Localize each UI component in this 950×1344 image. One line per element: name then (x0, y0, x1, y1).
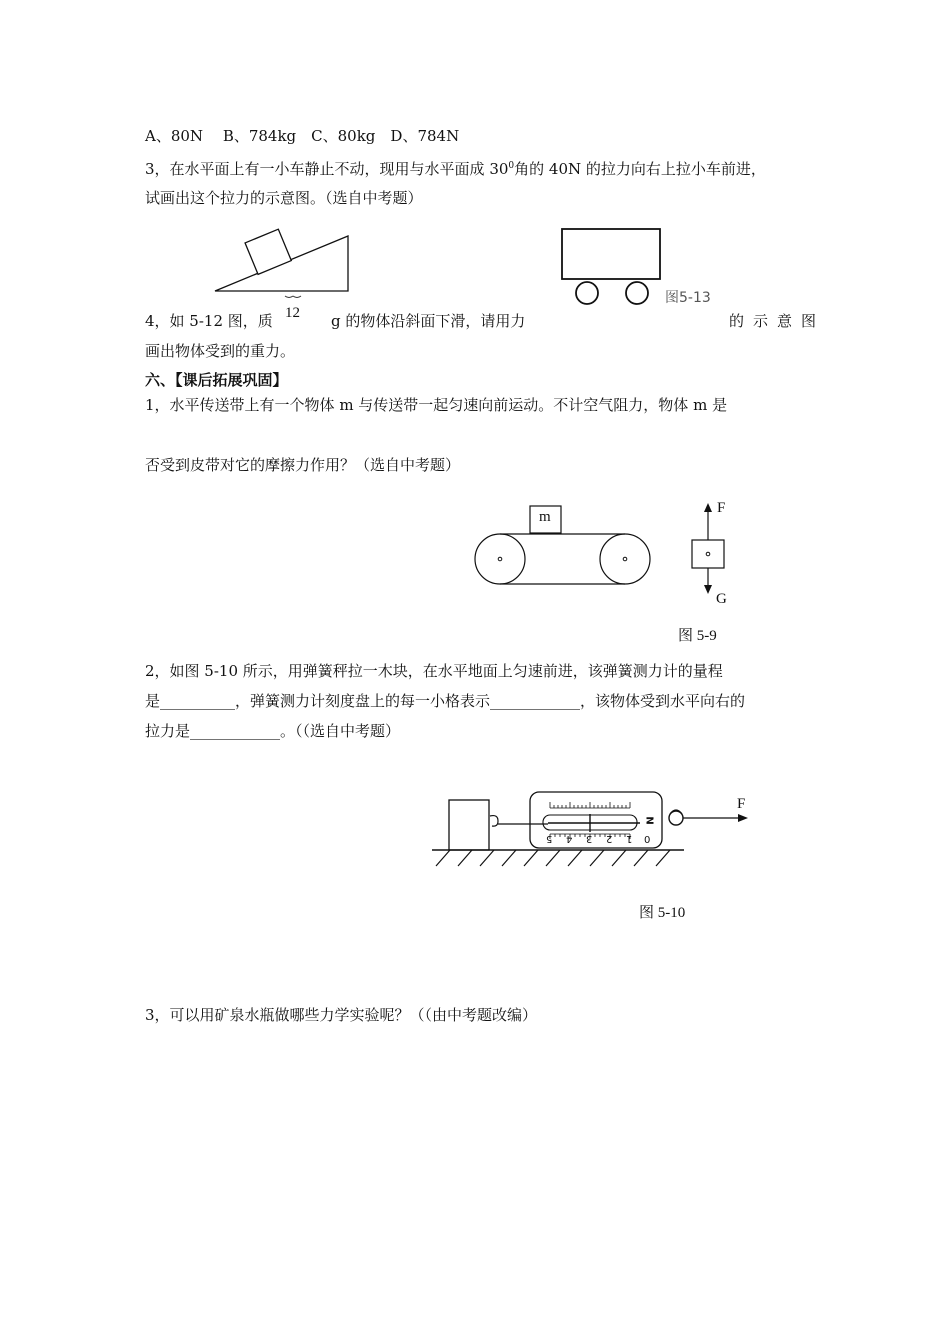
wooden-block (449, 800, 489, 850)
question-3-line-2: 试画出这个拉力的示意图。（选自中考题） (145, 189, 423, 207)
cart-wheel-right (626, 282, 648, 304)
q4-text-part2: g 的物体沿斜面下滑，请用力 (331, 312, 526, 330)
ground-hatching (436, 850, 670, 866)
scale-number-2: 2 (606, 833, 613, 844)
problem-2-line-1: 2，如图 5-10 所示，用弹簧秤拉一木块，在水平地面上匀速前进，该弹簧测力计的量程 (145, 662, 723, 680)
free-body-center (706, 552, 710, 556)
q4-text-part1: 4，如 5-12 图，质 (145, 312, 273, 330)
pulley-left (475, 534, 525, 584)
q4-mass-overlay: 12 (285, 305, 300, 321)
scale-unit-label: N (643, 816, 655, 825)
conveyor-figure (470, 502, 660, 592)
figure-5-9-caption: 图 5-9 (678, 628, 717, 644)
cart-wheel-left (576, 282, 598, 304)
incline-block (245, 229, 291, 274)
pull-force-label: F (737, 796, 746, 812)
scale-number-0: 0 (644, 833, 651, 844)
force-f-arrowhead (704, 503, 712, 512)
problem-2-line-2: 是__________，弹簧测力计刻度盘上的每一小格表示____________，该物体受到水平向右的 (145, 692, 746, 710)
force-g-label: G (716, 591, 727, 607)
incline-figure (213, 228, 353, 298)
question-options: A、80N B、784kg C、80kg D、784N (145, 127, 460, 145)
scale-ring-hook (670, 810, 682, 814)
pulley-left-axle (498, 557, 502, 561)
question-4-line-2: 画出物体受到的重力。 (145, 342, 296, 360)
scale-number-3: 3 (586, 833, 593, 844)
section-6-heading: 六、【课后拓展巩固】 (145, 371, 288, 389)
question-4-line-1 (145, 311, 273, 331)
incline-clipped-mark (285, 296, 301, 298)
scale-number-4: 4 (566, 833, 573, 844)
block-hook (490, 816, 498, 827)
problem-1-line-1: 1，水平传送带上有一个物体 m 与传送带一起匀速向前运动。不计空气阻力，物体 m 是 (145, 396, 728, 414)
problem-1-line-2: 否受到皮带对它的摩擦力作用？（选自中考题） (145, 456, 461, 474)
scale-top-ticks (550, 802, 630, 808)
figure-5-10-caption: 图 5-10 (639, 905, 686, 921)
free-body-block (692, 540, 724, 568)
spring-scale-figure (430, 786, 760, 876)
cart-body (562, 229, 660, 279)
degree-superscript: 0 (508, 161, 515, 171)
force-g-arrowhead (704, 585, 712, 594)
force-f-label: F (717, 500, 726, 516)
scale-number-1: 1 (626, 833, 633, 844)
problem-2-line-3: 拉力是____________。（（选自中考题） (145, 722, 401, 740)
cart-figure (560, 227, 672, 307)
block-m-label: m (539, 509, 551, 525)
q3-text-post: 角的 40N 的拉力向右上拉小车前进， (514, 160, 766, 178)
scale-number-5: 5 (546, 833, 553, 844)
figure-5-13-caption: 图5-13 (665, 290, 711, 306)
pulley-right-axle (623, 557, 627, 561)
pull-force-arrowhead (738, 814, 748, 822)
question-3-line-1 (145, 156, 766, 179)
problem-3-line: 3，可以用矿泉水瓶做哪些力学实验呢？（（由中考题改编） (145, 1006, 538, 1024)
q3-text-pre: 3，在水平面上有一小车静止不动，现用与水平面成 30 (145, 160, 509, 178)
q4-text-part3: 的示意图 (729, 312, 826, 330)
pulley-right (600, 534, 650, 584)
